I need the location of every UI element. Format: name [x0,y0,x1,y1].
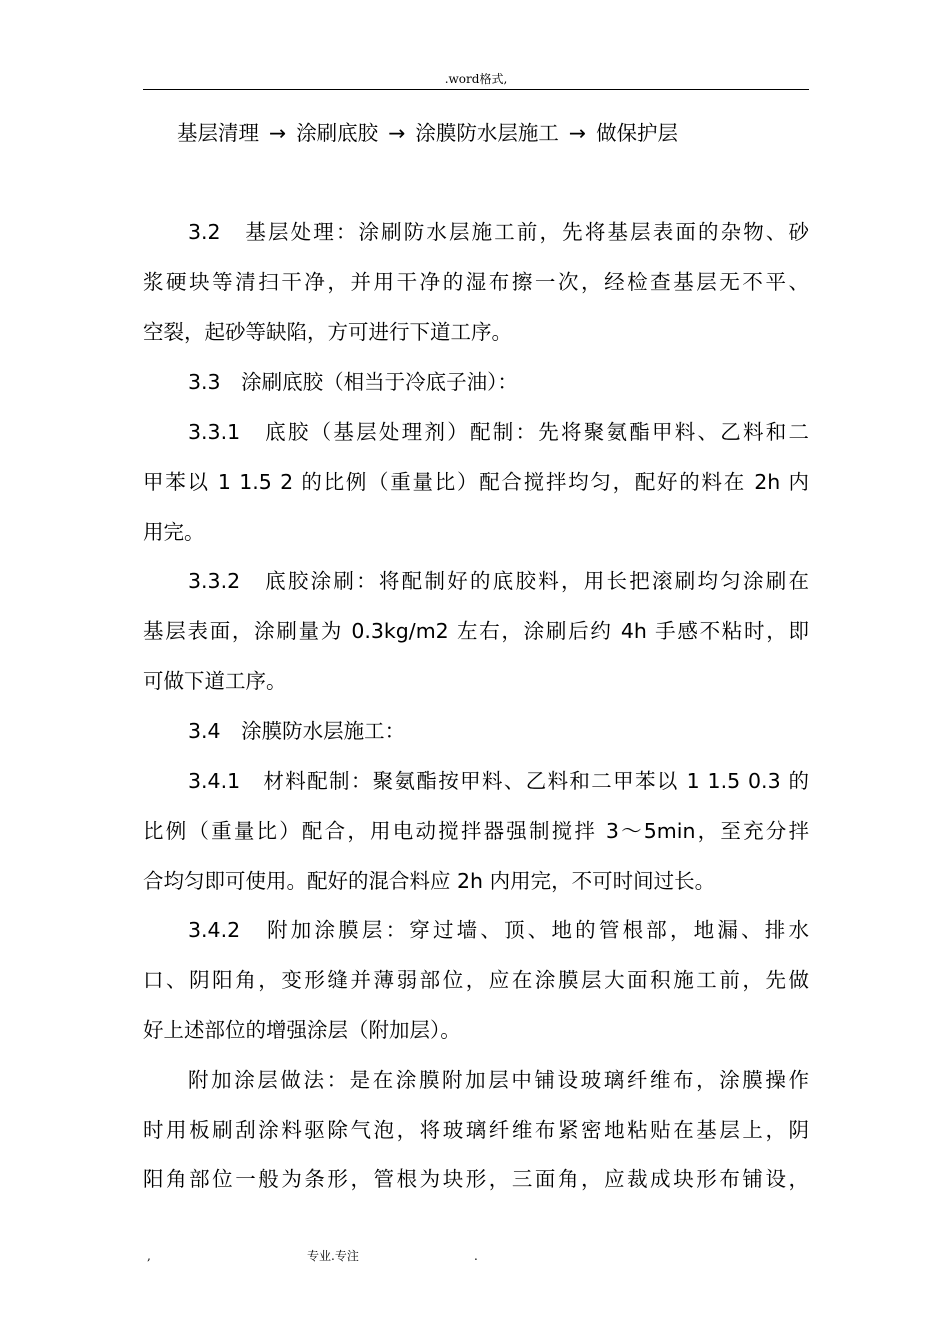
footer-right: . [474,1249,478,1263]
paragraph-line: 好上述部位的增强涂层（附加层）。 [143,1018,461,1042]
header-text: .word格式, [444,72,508,86]
paragraph-line: 3.4.1 材料配制：聚氨酯按甲料、乙料和二甲苯以 1 1.5 0.3 的 [188,769,809,793]
right-arrow-icon: → [568,121,587,145]
paragraph-line: 口、阴阳角，变形缝并薄弱部位，应在涂膜层大面积施工前，先做 [143,968,809,992]
paragraph-line: 用完。 [143,520,205,544]
section-heading: 3.4 涂膜防水层施工： [188,719,406,743]
paragraph-line: 3.3.1 底胶（基层处理剂）配制：先将聚氨酯甲料、乙料和二 [188,420,809,444]
right-arrow-icon: → [388,121,406,145]
paragraph-line: 比例（重量比）配合，用电动搅拌器强制搅拌 3～5min，至充分拌 [143,819,809,843]
paragraph-line: 附加涂层做法：是在涂膜附加层中铺设玻璃纤维布，涂膜操作 [188,1068,809,1092]
process-flow [177,119,678,147]
paragraph-line: 基层表面，涂刷量为 0.3kg/m2 左右，涂刷后约 4h 手感不粘时，即 [143,619,809,643]
paragraph-line: 时用板刷刮涂料驱除气泡，将玻璃纤维布紧密地粘贴在基层上，阴 [143,1118,809,1142]
footer-center: 专业.专注 [307,1249,359,1263]
paragraph-line: 3.3.2 底胶涂刷：将配制好的底胶料，用长把滚刷均匀涂刷在 [188,569,809,593]
paragraph-line: 浆硬块等清扫干净，并用干净的湿布擦一次，经检查基层无不平、 [143,270,809,294]
paragraph-line: 可做下道工序。 [143,669,287,693]
section-heading: 3.3 涂刷底胶（相当于冷底子油）： [188,370,518,394]
paragraph-line: 3.4.2 附加涂膜层：穿过墙、顶、地的管根部，地漏、排水 [188,918,809,942]
right-arrow-icon: → [269,121,287,145]
paragraph-line: 合均匀即可使用。配好的混合料应 2h 内用完，不可时间过长。 [143,869,716,893]
page-header [143,70,809,90]
paragraph-line: 阳角部位一般为条形，管根为块形，三面角，应裁成块形布铺设， [143,1167,809,1191]
paragraph-line: 甲苯以 1 1.5 2 的比例（重量比）配合搅拌均匀，配好的料在 2h 内 [143,470,809,494]
paragraph-line: 3.2 基层处理：涂刷防水层施工前，先将基层表面的杂物、砂 [188,220,809,244]
flow-step: 涂刷底胶 [296,121,379,145]
flow-step: 基层清理 [177,121,259,145]
flow-step: 涂膜防水层施工 [415,121,559,145]
flow-step: 做保护层 [596,121,679,145]
footer-left: , [147,1249,151,1263]
paragraph-line: 空裂，起砂等缺陷，方可进行下道工序。 [143,320,512,344]
